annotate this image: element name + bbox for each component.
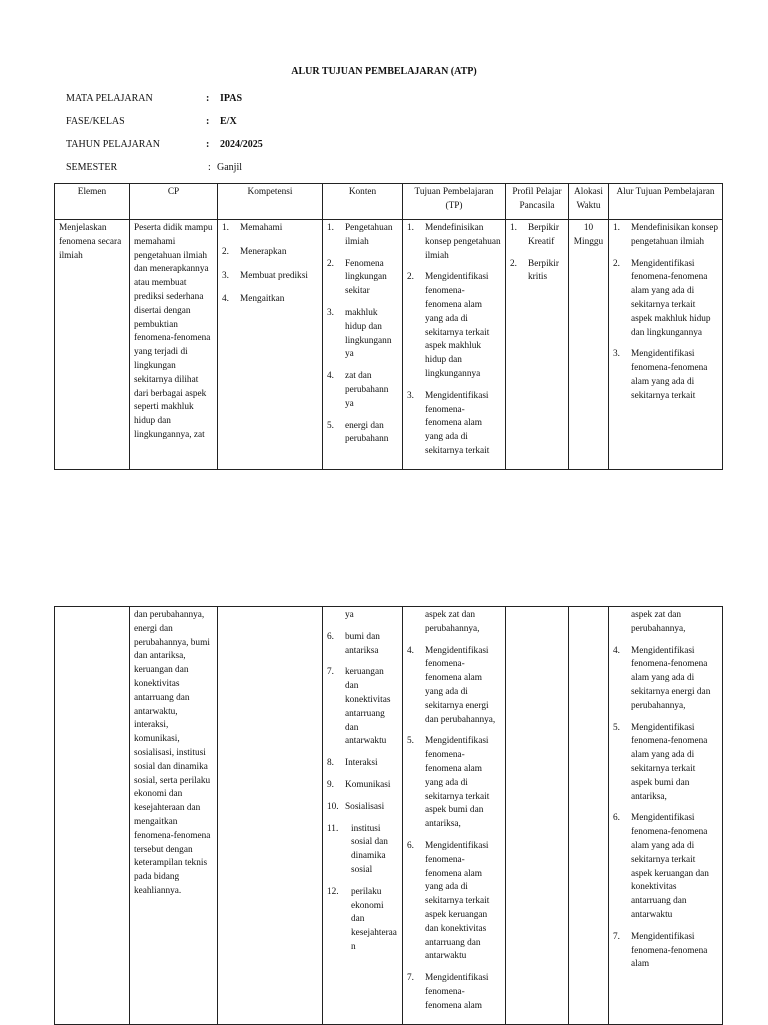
list-item: 1. Mendefinisikan konsep pengetahuan ilmiah: [613, 223, 719, 247]
cell-tp: [403, 220, 506, 470]
meta-label: TAHUN PELAJARAN: [66, 139, 160, 150]
list-item: 2. Mengidentifikasi fenomena-fenomena alam yang ada di sekitarnya terkait aspek makhluk hidup dan lingkungannya: [613, 258, 711, 338]
cell-elemen: [55, 607, 130, 1025]
list-item: 3. Membuat prediksi: [222, 270, 308, 281]
meta-colon: :: [208, 162, 211, 173]
cell-konten: [323, 220, 403, 470]
meta-value: 2024/2025: [220, 139, 263, 150]
atp-table-page2: [54, 606, 723, 1025]
list-item: 9. Komunikasi: [327, 779, 391, 790]
list-item: 1. Memahami: [222, 223, 283, 233]
list-continuation: aspek zat dan perubahannya,: [425, 610, 480, 634]
list-item: 11. institusi sosial dan dinamika sosial: [327, 823, 388, 875]
meta-colon: :: [206, 116, 210, 127]
table-row: [55, 220, 723, 470]
header-elemen: Elemen: [55, 184, 130, 220]
cell-atp: [609, 607, 723, 1025]
list-item: 5. energi dan perubahann: [327, 420, 389, 445]
header-cp: CP: [130, 184, 218, 220]
cell-alokasi: 10 Minggu: [569, 220, 609, 470]
cell-konten: [323, 607, 403, 1025]
list-item: 1. Pengetahuan ilmiah: [327, 223, 393, 247]
list-continuation: ya: [345, 610, 354, 620]
cell-tp: [403, 607, 506, 1025]
list-item: 6. bumi dan antariksa: [327, 631, 380, 656]
table-row: [55, 607, 723, 1025]
list-item: 4. zat dan perubahann ya: [327, 371, 389, 409]
meta-colon: :: [206, 139, 210, 150]
list-item: 4. Mengaitkan: [222, 294, 285, 305]
atp-table-page1: [54, 183, 723, 470]
meta-label: SEMESTER: [66, 162, 118, 173]
header-profil: Profil Pelajar Pancasila: [506, 184, 569, 220]
header-atp: Alur Tujuan Pembelajaran: [609, 184, 723, 220]
list-item: 12. perilaku ekonomi dan kesejahteraa n: [327, 886, 397, 952]
cell-cp: dan perubahannya, energi dan perubahannya, bumi dan antariksa, keruangan dan konektivitas antarruang dan antarwaktu, interaksi, komunikasi, sosialisasi, institusi sosial dan dinamika sosial, serta perilaku ekonomi dan kesejahteraan dan mengaitkan fenomena-fenomena tersebut dengan keterampilan teknis pada bidang keahliannya.: [130, 607, 218, 1025]
list-continuation: aspek zat dan perubahannya,: [631, 610, 686, 634]
list-item: 4. Mengidentifikasi fenomena-fenomena alam yang ada di sekitarnya energi dan perubahannya,: [613, 645, 711, 711]
cell-kompetensi: [218, 607, 323, 1025]
list-item: 6. Mengidentifikasi fenomena-fenomena alam yang ada di sekitarnya terkait aspek keruangan dan konektivitas antarruang dan antarwaktu: [407, 840, 490, 962]
list-item: 5. Mengidentifikasi fenomena-fenomena alam yang ada di sekitarnya terkait aspek bumi dan antariksa,: [407, 736, 490, 830]
cell-cp: Peserta didik mampu memahami pengetahuan ilmiah dan menerapkannya atau membuat prediksi sederhana disertai dengan pembuktian fenomena-fenomena yang terjadi di lingkungan sekitarnya dilihat dari berbagai aspek seperti makhluk hidup dan lingkungannya, zat: [130, 220, 218, 470]
list-item: 5. Mengidentifikasi fenomena-fenomena alam yang ada di sekitarnya terkait aspek bumi dan antariksa,: [613, 722, 708, 802]
list-item: 7. keruangan dan konektivitas antarruang dan antarwaktu: [327, 667, 391, 747]
cell-elemen: Menjelaskan fenomena secara ilmiah: [55, 220, 130, 470]
list-item: 2. Berpikir kritis: [510, 258, 559, 283]
header-kompetensi: Kompetensi: [218, 184, 323, 220]
list-item: 4. Mengidentifikasi fenomena-fenomena alam yang ada di sekitarnya energi dan perubahannya,: [407, 645, 496, 725]
list-item: 8. Interaksi: [327, 758, 378, 769]
list-item: 6. Mengidentifikasi fenomena-fenomena alam yang ada di sekitarnya terkait aspek keruangan dan konektivitas antarruang dan antarwaktu: [613, 813, 709, 920]
list-item: 7. Mengidentifikasi fenomena-fenomena alam: [407, 973, 489, 1011]
list-item: 3. Mengidentifikasi fenomena-fenomena alam yang ada di sekitarnya terkait: [407, 390, 490, 456]
meta-colon: :: [206, 93, 210, 104]
cell-profil: [506, 607, 569, 1025]
list-item: 2. Fenomena lingkungan sekitar: [327, 258, 387, 297]
document-title: ALUR TUJUAN PEMBELAJARAN (ATP): [291, 66, 477, 77]
list-item: 2. Mengidentifikasi fenomena-fenomena alam yang ada di sekitarnya terkait aspek makhluk hidup dan lingkungannya: [407, 272, 490, 379]
cell-alokasi: [569, 607, 609, 1025]
meta-label: MATA PELAJARAN: [66, 93, 153, 104]
meta-value: E/X: [220, 116, 237, 127]
table-header-row: [55, 184, 723, 220]
list-item: 1. Mendefinisikan konsep pengetahuan ilmiah: [407, 223, 501, 261]
list-item: 2. Menerapkan: [222, 246, 287, 257]
header-konten: Konten: [323, 184, 403, 220]
list-item: 1. Berpikir Kreatif: [510, 223, 559, 247]
cell-kompetensi: [218, 220, 323, 470]
cell-atp: [609, 220, 723, 470]
header-alokasi: Alokasi Waktu: [569, 184, 609, 220]
list-item: 3. makhluk hidup dan lingkungann ya: [327, 307, 392, 360]
list-item: 10. Sosialisasi: [327, 801, 385, 812]
header-tp: Tujuan Pembelajaran (TP): [403, 184, 506, 220]
list-item: 3. Mengidentifikasi fenomena-fenomena alam yang ada di sekitarnya terkait: [613, 349, 708, 401]
list-item: 7. Mengidentifikasi fenomena-fenomena alam: [613, 931, 708, 970]
meta-value: IPAS: [220, 93, 243, 104]
meta-value: Ganjil: [217, 162, 242, 173]
cell-profil: [506, 220, 569, 470]
meta-label: FASE/KELAS: [66, 116, 125, 127]
